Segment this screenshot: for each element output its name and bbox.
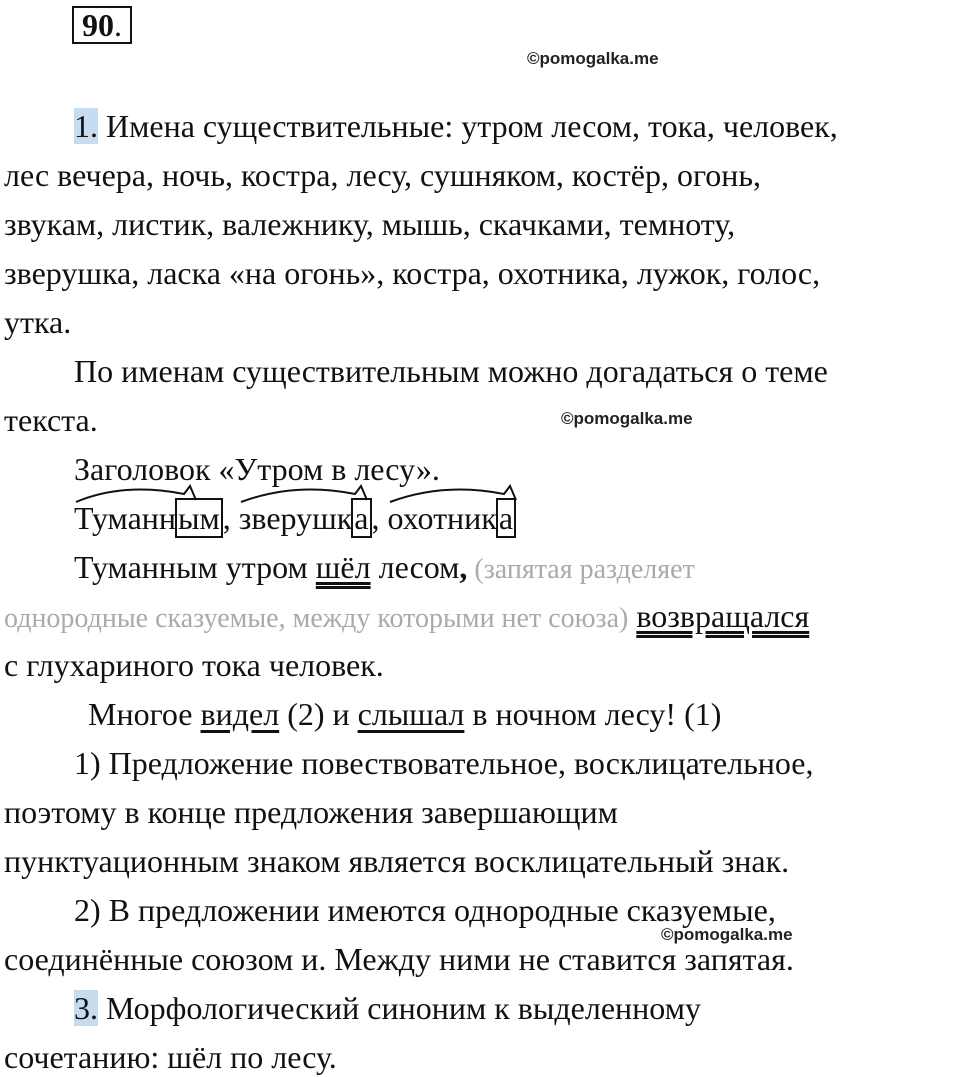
morpheme-word-3 [388, 498, 517, 538]
item-1-line-1: 1) Предложение повествовательное, восклицательное, [74, 745, 814, 781]
ending-box: ым [175, 498, 223, 538]
task-number-dot: . [114, 7, 122, 43]
morpheme-word-2 [239, 498, 372, 538]
ending-box: а [496, 498, 516, 538]
text: (2) и [279, 696, 358, 732]
comma: , [222, 500, 231, 536]
paragraph-2-line-2: текста. [4, 402, 98, 438]
text: Многое [88, 696, 201, 732]
watermark: ©pomogalka.me [527, 49, 659, 68]
root-arc-mark [239, 484, 369, 504]
title-line: Заголовок «Утром в лесу». [74, 451, 440, 487]
watermark: ©pomogalka.me [661, 925, 793, 944]
answer-marker-3: 3. [74, 990, 98, 1026]
text: лесом [370, 549, 460, 585]
paragraph-1-line-3: звукам, листик, валежнику, мышь, скачками, темноту, [4, 206, 736, 242]
sentence-2-line [88, 694, 721, 734]
sentence-1-line-2 [4, 596, 809, 639]
text: Туманным утром [74, 549, 316, 585]
text: Морфологический синоним к выделенному [98, 990, 701, 1026]
item-2-line-1: 2) В предложении имеются однородные сказуемые, [74, 892, 776, 928]
text: в ночном лесу! (1) [464, 696, 722, 732]
answer-marker-1: 1. [74, 108, 98, 144]
morpheme-word-1 [74, 498, 223, 538]
stem: зверушк [238, 500, 353, 536]
paragraph-3-line-2: сочетанию: шёл по лесу. [4, 1039, 337, 1075]
predicate-2: возвращался [636, 598, 810, 634]
paragraph-3-line-1 [74, 988, 701, 1028]
root-arc-mark [74, 484, 198, 504]
note-text: однородные сказуемые, между которыми нет союза) [4, 603, 629, 634]
predicate-1: шёл [315, 549, 371, 585]
comma: , [371, 500, 380, 536]
sentence-1-line-1 [74, 547, 695, 590]
stem: Туманн [74, 500, 177, 536]
sentence-1-line-3: с глухариного тока человек. [4, 647, 384, 683]
root-arc-mark [388, 484, 518, 504]
morpheme-analysis-line [74, 498, 516, 538]
item-2-line-2: соединённые союзом и. Между ними не ставится запятая. [4, 941, 794, 977]
item-1-line-2: поэтому в конце предложения завершающим [4, 794, 618, 830]
stem: охотник [387, 500, 497, 536]
predicate-1: видел [200, 696, 280, 732]
paragraph-2-line-1: По именам существительным можно догадаться о теме [74, 353, 828, 389]
text: Имена существительные: утром лесом, тока, человек, [98, 108, 838, 144]
ending-box: а [351, 498, 371, 538]
paragraph-1-line-2: лес вечера, ночь, костра, лесу, сушняком, костёр, огонь, [4, 157, 762, 193]
paragraph-1-line-5: утка. [4, 304, 72, 340]
watermark: ©pomogalka.me [561, 409, 693, 428]
task-number: 90 [82, 7, 114, 43]
note-text: (запятая разделяет [467, 554, 695, 585]
task-number-box [72, 6, 132, 44]
predicate-2: слышал [357, 696, 465, 732]
paragraph-1-line-1 [74, 106, 838, 146]
item-1-line-3: пунктуационным знаком является восклицательный знак. [4, 843, 790, 879]
paragraph-1-line-4: зверушка, ласка «на огонь», костра, охотника, лужок, голос, [4, 255, 821, 291]
comma-bold: , [459, 549, 468, 585]
